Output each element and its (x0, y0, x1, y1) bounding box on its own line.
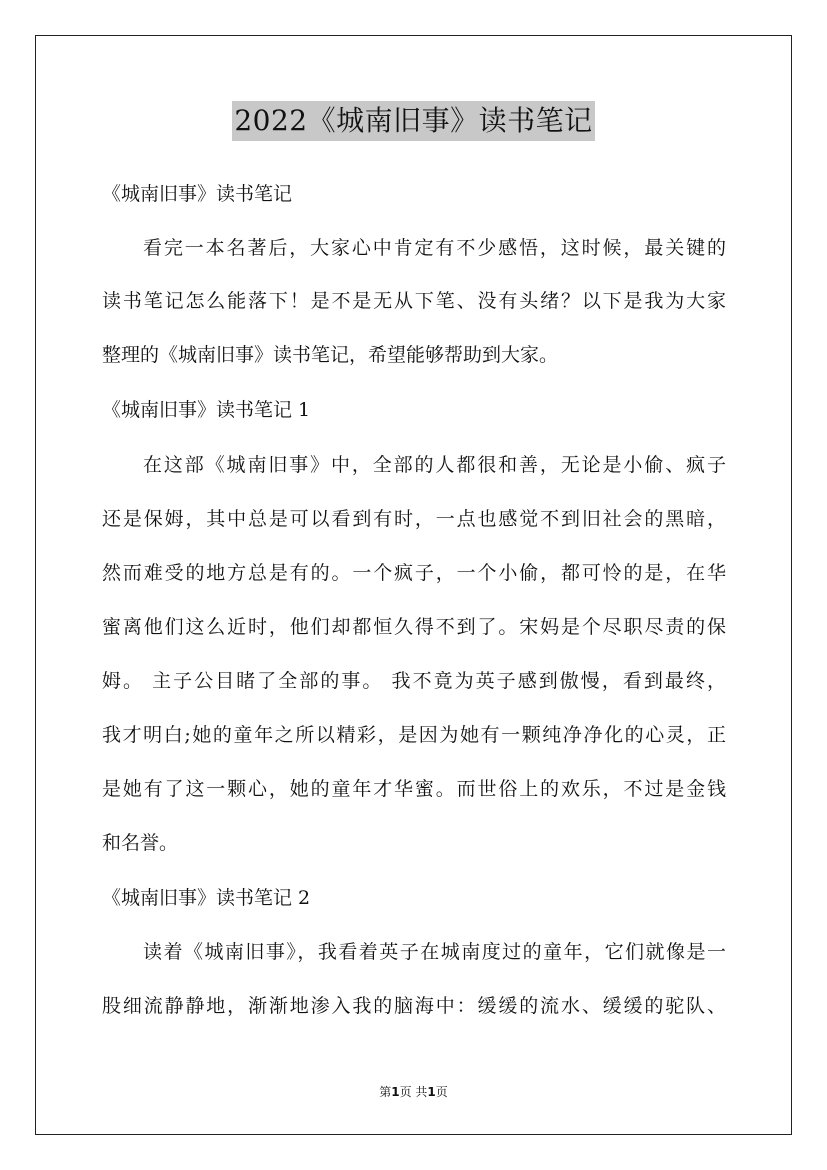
heading-note-2: 《城南旧事》读书笔记 2 (102, 887, 311, 909)
heading-main: 《城南旧事》读书笔记 (102, 183, 293, 205)
para2-line: 读着《城南旧事》，我看着英子在城南度过的童年，它们就像是一 (143, 941, 726, 963)
para1-line: 还是保姆，其中总是可以看到有时，一点也感觉不到旧社会的黑暗， (102, 508, 726, 530)
para1-line: 姆。 主子公目睹了全部的事。 我不竟为英子感到傲慢，看到最终， (102, 670, 726, 692)
intro-line: 读书笔记怎么能落下！是不是无从下笔、没有头绪？以下是我为大家 (102, 290, 726, 312)
footer-mid: 页 共 (399, 1085, 428, 1099)
page-footer (0, 1083, 827, 1100)
intro-line: 整理的《城南旧事》读书笔记，希望能够帮助到大家。 (102, 344, 559, 366)
footer-prefix: 第 (379, 1085, 392, 1099)
document-title: 2022《城南旧事》读书笔记 (232, 101, 594, 141)
footer-total-pages: 1 (427, 1085, 436, 1099)
footer-suffix: 页 (435, 1085, 448, 1099)
para1-line: 是她有了这一颗心，她的童年才华蜜。而世俗上的欢乐，不过是金钱 (102, 778, 726, 800)
para1-line: 然而难受的地方总是有的。一个疯子，一个小偷，都可怜的是，在华 (102, 562, 726, 584)
para1-line: 蜜离他们这么近时，他们却都恒久得不到了。宋妈是个尽职尽责的保 (102, 616, 726, 638)
para1-line: 在这部《城南旧事》中，全部的人都很和善，无论是小偷、疯子 (143, 454, 726, 476)
footer-page-number: 1 (391, 1085, 400, 1099)
title-wrap (0, 101, 827, 141)
para1-line: 和名誉。 (102, 832, 179, 854)
heading-note-1: 《城南旧事》读书笔记 1 (102, 399, 311, 421)
para1-line: 我才明白;她的童年之所以精彩，是因为她有一颗纯净净化的心灵，正 (102, 724, 726, 746)
para2-line: 股细流静静地，渐渐地渗入我的脑海中：缓缓的流水、缓缓的驼队、 (102, 995, 726, 1017)
intro-line: 看完一本名著后，大家心中肯定有不少感悟，这时候，最关键的 (143, 237, 726, 259)
